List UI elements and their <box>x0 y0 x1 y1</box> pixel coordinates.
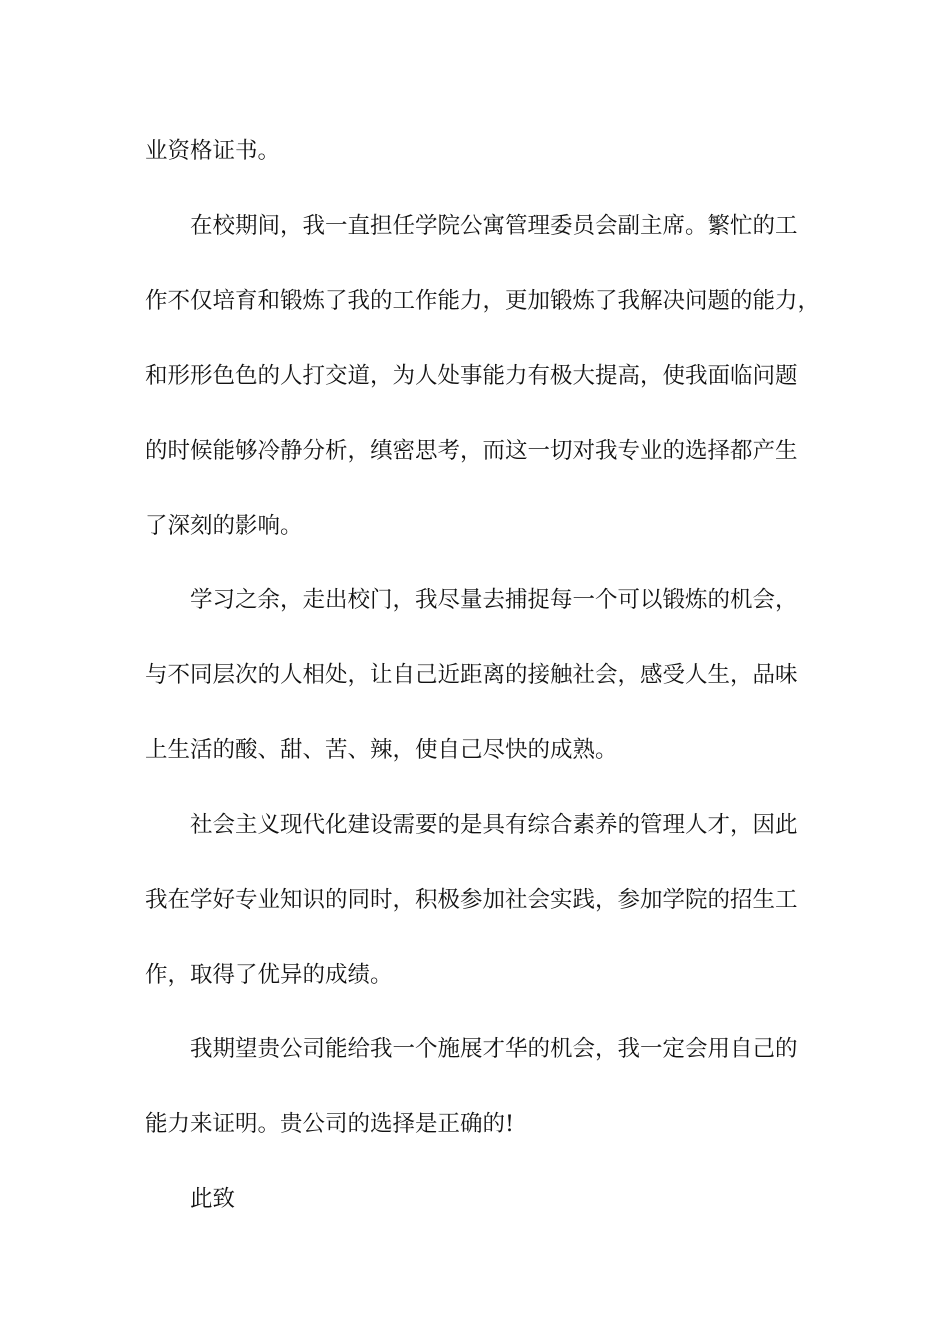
paragraph-first-line: 社会主义现代化建设需要的是具有综合素养的管理人才，因此 <box>190 812 798 838</box>
text-line: 了深刻的影响。 <box>145 513 303 539</box>
closing-salutation: 此致 <box>190 1186 236 1212</box>
text-line: 作不仅培育和锻炼了我的工作能力，更加锻炼了我解决问题的能力， <box>145 288 821 314</box>
text-line: 的时候能够冷静分析，缜密思考，而这一切对我专业的选择都产生 <box>145 438 798 464</box>
paragraph-first-line: 学习之余，走出校门，我尽量去捕捉每一个可以锻炼的机会， <box>190 587 798 613</box>
text-line: 能力来证明。贵公司的选择是正确的! <box>145 1111 515 1137</box>
paragraph-first-line: 在校期间，我一直担任学院公寓管理委员会副主席。繁忙的工 <box>190 213 798 239</box>
text-line: 我在学好专业知识的同时，积极参加社会实践，参加学院的招生工 <box>145 887 798 913</box>
text-line: 与不同层次的人相处，让自己近距离的接触社会，感受人生，品味 <box>145 662 798 688</box>
text-line: 业资格证书。 <box>145 138 281 164</box>
text-line: 作，取得了优异的成绩。 <box>145 962 393 988</box>
text-line: 上生活的酸、甜、苦、辣，使自己尽快的成熟。 <box>145 737 618 763</box>
paragraph-first-line: 我期望贵公司能给我一个施展才华的机会，我一定会用自己的 <box>190 1036 798 1062</box>
text-line: 和形形色色的人打交道，为人处事能力有极大提高，使我面临问题 <box>145 363 798 389</box>
